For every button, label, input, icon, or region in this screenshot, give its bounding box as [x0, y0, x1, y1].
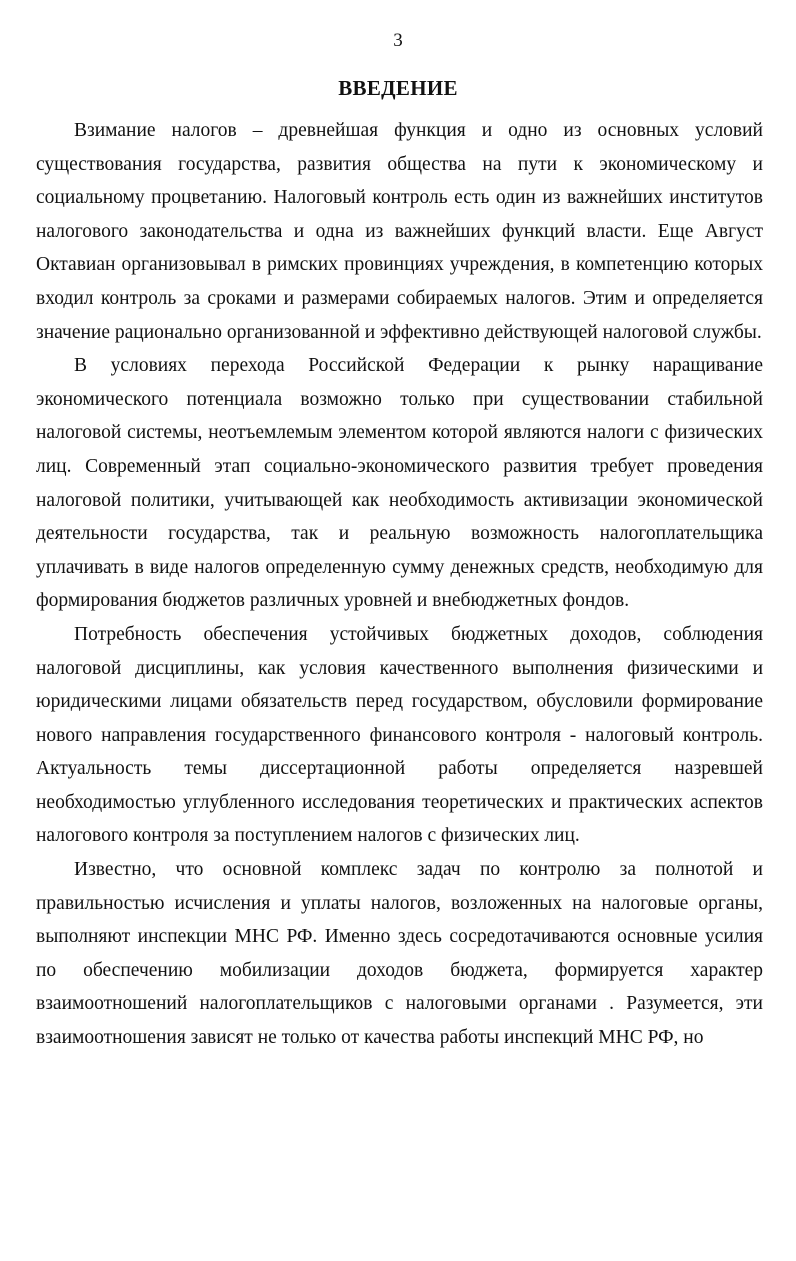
- page-number: 3: [393, 30, 403, 51]
- page-title: ВВЕДЕНИЕ: [338, 76, 458, 100]
- paragraph-1: Взимание налогов – древнейшая функция и одно из основных условий существования государства, развития общества на пути к экономическому и социальному процветанию. Налоговый контроль есть один из важнейших институтов налогового законодательства и одна из важнейших функций власти. Еще Август Октавиан организовывал в римских провинциях учреждения, в компетенцию которых входил контроль за сроками и размерами собираемых налогов. Этим и определяется значение рационально организованной и эффективно действующей налоговой службы.: [36, 120, 763, 343]
- paragraph-2: В условиях перехода Российской Федерации к рынку наращивание экономического потенциала возможно только при существовании стабильной налоговой системы, неотъемлемым элементом которой являются налоги с физических лиц. Современный этап социально-экономического развития требует проведения налоговой политики, учитывающей как необходимость активизации экономической деятельности государства, так и реальную возможность налогоплательщика уплачивать в виде налогов определенную сумму денежных средств, необходимую для формирования бюджетов различных уровней и внебюджетных фондов.: [36, 355, 763, 612]
- paragraph-4: Известно, что основной комплекс задач по контролю за полнотой и правильностью исчисления и уплаты налогов, возложенных на налоговые органы, выполняют инспекции МНС РФ. Именно здесь сосредотачиваются основные усилия по обеспечению мобилизации доходов бюджета, формируется характер взаимоотношений налогоплательщиков с налоговыми органами . Разумеется, эти взаимоотношения зависят не только от качества работы инспекций МНС РФ, но: [36, 859, 763, 1049]
- paragraph-3: Потребность обеспечения устойчивых бюджетных доходов, соблюдения налоговой дисциплины, как условия качественного выполнения физическими и юридическими лицами обязательств перед государством, обусловили формирование нового направления государственного финансового контроля - налоговый контроль. Актуальность темы диссертационной работы определяется назревшей необходимостью углубленного исследования теоретических и практических аспектов налогового контроля за поступлением налогов с физических лиц.: [36, 623, 763, 847]
- document-body: [36, 114, 763, 1055]
